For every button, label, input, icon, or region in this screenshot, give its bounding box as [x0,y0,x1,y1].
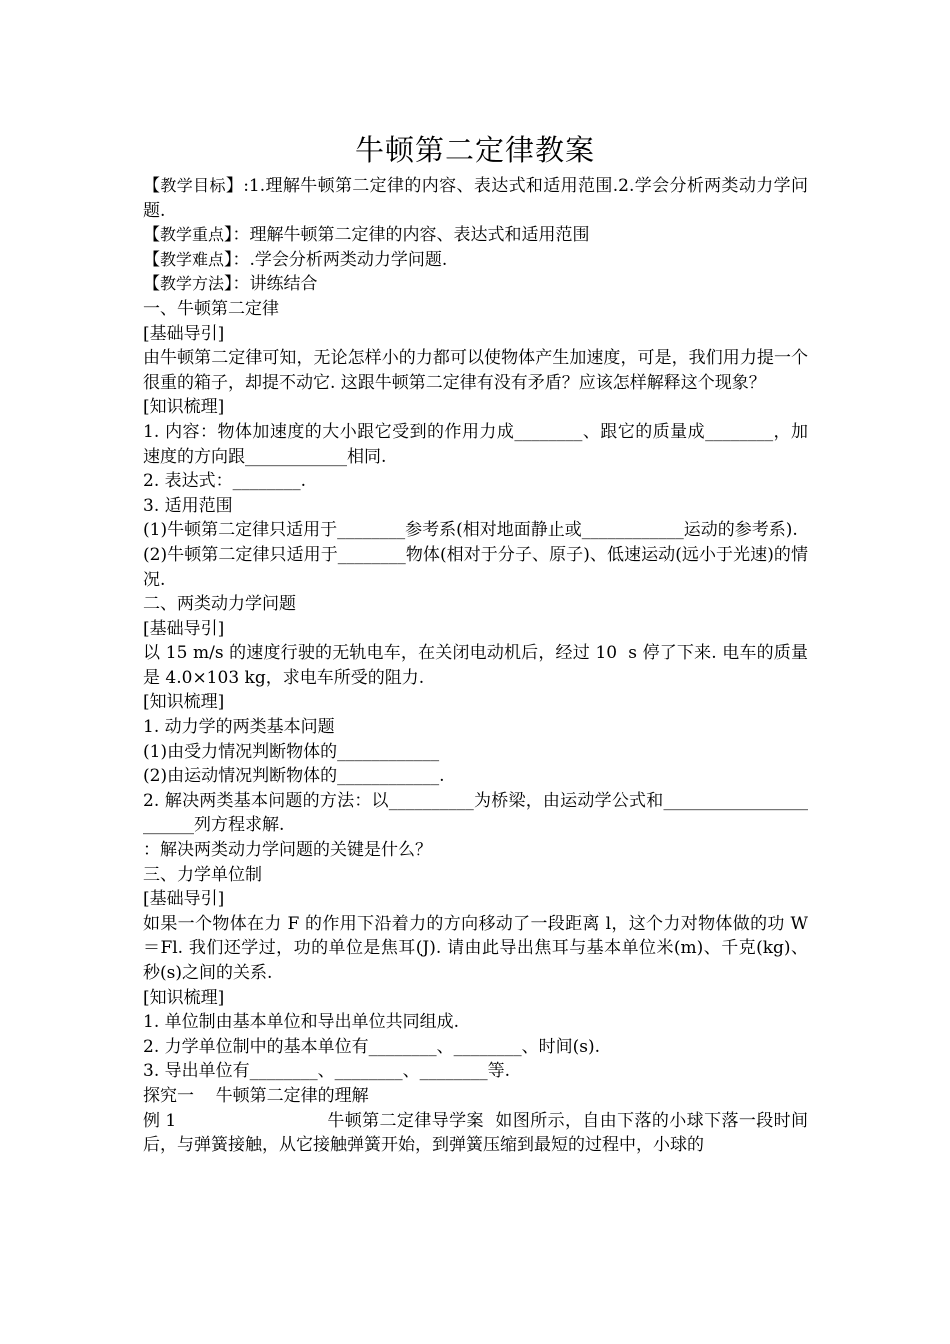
section3-heading: 三、力学单位制 [143,864,262,885]
teaching-method-open: 【 [143,274,160,295]
section1-knowledge-label: [知识梳理] [143,397,225,418]
section1-guide-text: 由牛顿第二定律可知，无论怎样小的力都可以使物体产生加速度，可是，我们用力提一个很重的箱子，却提不动它. 这跟牛顿第二定律有没有矛盾？应该怎样解释这个现象？ [143,348,808,393]
section3-guide-text: 如果一个物体在力 F 的作用下沿着力的方向移动了一段距离 l，这个力对物体做的功 W＝Fl. 我们还学过，功的单位是焦耳(J). 请由此导出焦耳与基本单位米(m)、千克(kg)、秒(s)之间的关系. [143,913,808,983]
section2-knowledge-label: [知识梳理] [143,692,225,713]
section1-item3-1: (1)牛顿第二定律只适用于________参考系(相对地面静止或____________运动的参考系). [143,520,798,541]
section3-item1: 1. 单位制由基本单位和导出单位共同组成. [143,1012,460,1033]
section1-item1: 1. 内容：物体加速度的大小跟它受到的作用力成________、跟它的质量成________，加速度的方向跟____________相同. [143,421,808,467]
section2-question: ：解决两类动力学问题的关键是什么？ [143,840,432,861]
section3-item3: 3. 导出单位有________、________、________等. [143,1061,511,1082]
teaching-goal-open: 【 [143,176,161,196]
teaching-difficulty [143,248,808,273]
section1-heading: 一、牛顿第二定律 [143,298,279,319]
teaching-method-text: 】：讲练结合 [224,274,318,295]
teaching-focus-open: 【 [143,225,160,246]
section1-guide-label: [基础导引] [143,323,225,344]
teaching-method [143,272,808,297]
document-body [143,174,808,1158]
explore-heading: 探究一 牛顿第二定律的理解 [143,1085,369,1106]
section1-item2: 2. 表达式：________. [143,471,307,492]
section2-item1: 1. 动力学的两类基本问题 [143,717,335,738]
teaching-goal-label: 教学目标 [160,176,226,195]
section2-heading: 二、两类动力学问题 [143,594,296,615]
teaching-method-label: 教学方法 [160,274,225,294]
teaching-difficulty-open: 【 [143,249,160,270]
teaching-difficulty-text: 】：.学会分析两类动力学问题. [224,249,448,270]
teaching-focus [143,223,808,248]
teaching-goal-text: 】:1.理解牛顿第二定律的内容、表达式和适用范围.2.学会分析两类动力学问题. [143,176,808,221]
section2-item1-2: (2)由运动情况判断物体的____________. [143,766,445,787]
teaching-difficulty-label: 教学难点 [160,249,225,269]
section1-item3-2: (2)牛顿第二定律只适用于________物体(相对于分子、原子)、低速运动(远小于光速)的情况. [143,544,808,590]
section2-item1-1: (1)由受力情况判断物体的____________ [143,741,440,762]
section1-item3: 3. 适用范围 [143,495,233,516]
page-title: 牛顿第二定律教案 [354,133,595,167]
example-label: 例 1 [143,1110,177,1131]
teaching-focus-label: 教学重点 [160,225,225,245]
section2-guide-text: 以 15 m/s 的速度行驶的无轨电车，在关闭电动机后，经过 10 s 停了下来. 电车的质量是 4.0×103 kg，求电车所受的阻力. [143,643,808,688]
section2-item2: 2. 解决两类基本问题的方法：以__________为桥梁，由运动学公式和_______________________列方程求解. [143,790,808,836]
section2-guide-label: [基础导引] [143,618,225,639]
teaching-focus-text: 】：理解牛顿第二定律的内容、表达式和适用范围 [224,225,590,246]
section3-guide-label: [基础导引] [143,889,225,910]
example-text: 牛顿第二定律导学案 如图所示，自由下落的小球下落一段时间后，与弹簧接触，从它接触弹簧开始，到弹簧压缩到最短的过程中，小球的 [143,1110,808,1156]
section3-knowledge-label: [知识梳理] [143,987,225,1008]
teaching-goal [143,174,808,223]
explore-example [143,1109,808,1158]
section3-item2: 2. 力学单位制中的基本单位有________、________、时间(s). [143,1036,601,1057]
